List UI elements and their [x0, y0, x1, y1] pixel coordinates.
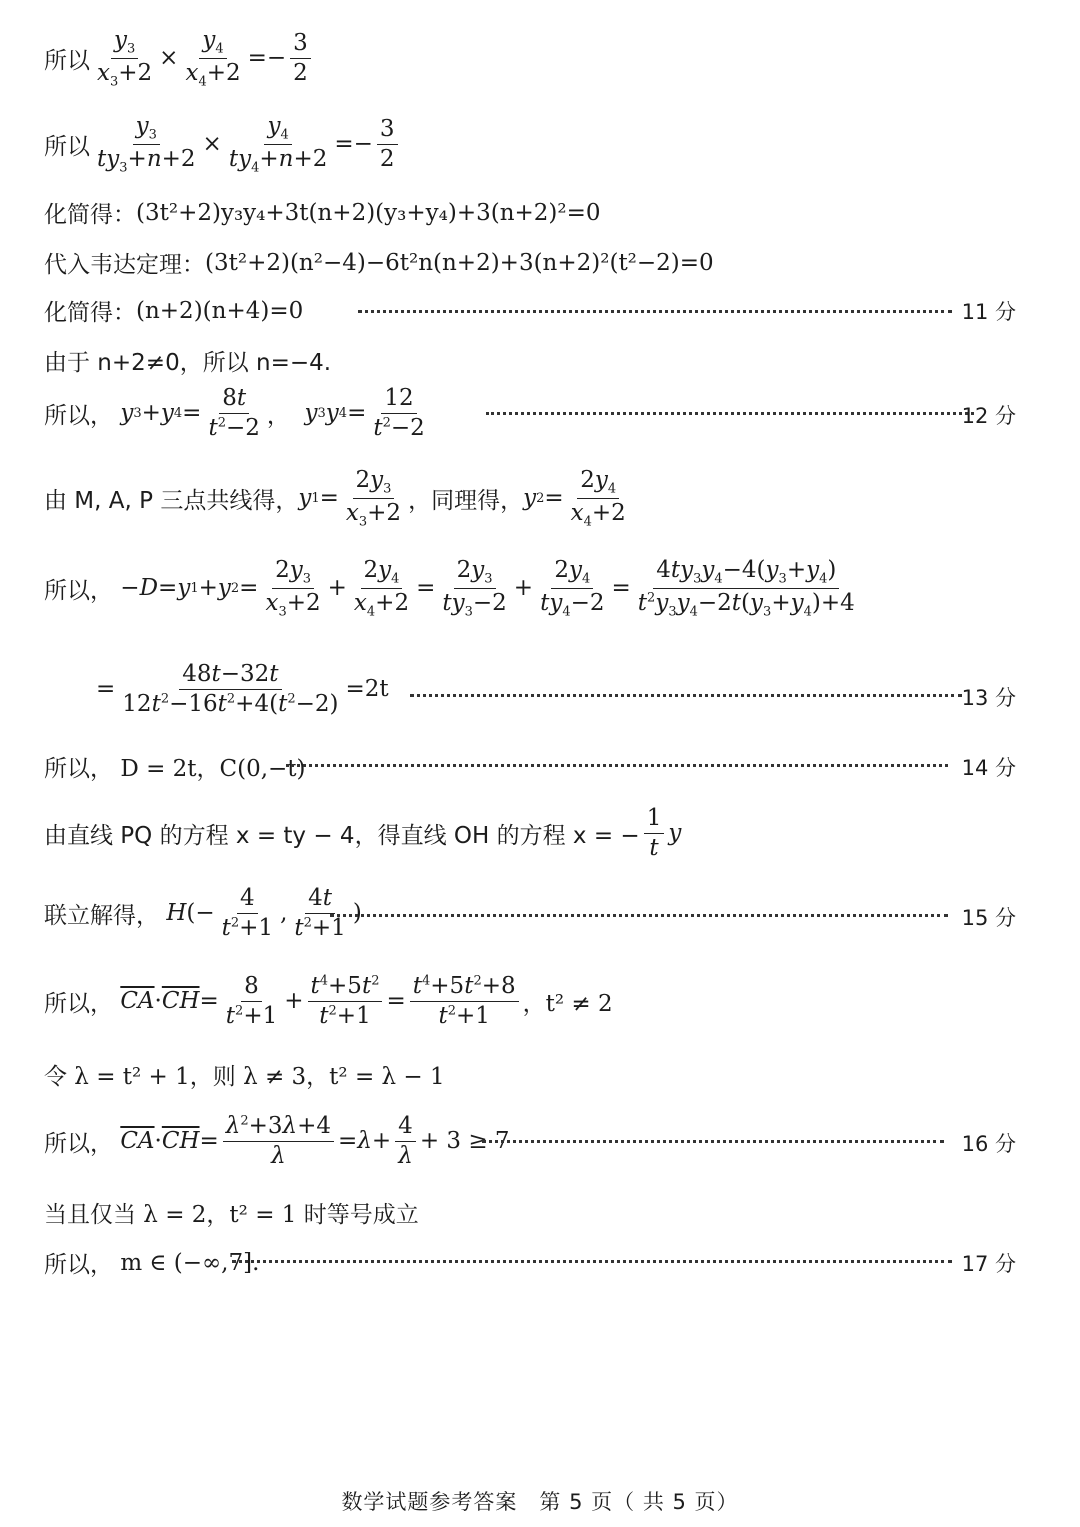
line-prefix: 所以 [44, 133, 90, 160]
eq-sum-product: 所以， y 3 + y 4 = $\frac{8t}{t^2-2}$ ， y 3 y 4 = $\frac{12}{t^2-2}$ [44, 385, 425, 441]
equation: (n+2)(n+4)=0 [136, 297, 304, 324]
line-prefix: 由 M, A, P 三点共线得， [44, 487, 299, 514]
result: =2t [345, 676, 389, 703]
eq-dot-product: 所以， $\overline{CA}$ · $\overline{CH}$ = $\frac{8}{t^2+1}$ + $\frac{t^4+5t^2}{t^2+1}$ = $\frac{t^4+5t^2+8}{t^2+1}$ ，t² ≠ 2 [44, 973, 613, 1029]
score-mark: 12 分 [961, 404, 1016, 428]
equation: (3t²+2)y₃y₄+3t(n+2)(y₃+y₄)+3(n+2)²=0 [136, 199, 601, 226]
eq-point-c [44, 750, 306, 783]
line-prefix: 化简得： [44, 202, 136, 228]
eq-d-expansion: 所以， − D = y 1 + y 2 = $\frac{2y_3}{x_3+2}$ + $\frac{2y_4}{x_4+2}$ = $\frac{2y_3}{ty_3-2}$ + $\frac{2y_4}{ty_4-2}$ = $\frac{4ty_3y_4-4(y_3+y_4)}{t^2y_3y_4-2t(y_3+y_4)+4}$ [44, 557, 855, 620]
leader-dots [482, 1140, 944, 1143]
eq-point-h: 联立解得， H (− $\frac{4}{t^2+1}$ , $\frac{4t}{t^2+1}$ ) [44, 885, 362, 941]
eq-collinear: 由 M, A, P 三点共线得， y 1 = $\frac{2y_3}{x_3+2}$ ，同理得， y 2 = $\frac{2y_4}{x_4+2}$ [44, 467, 626, 530]
equation: D = 2t，C(0,−t) [120, 756, 306, 782]
line-prefix: 联立解得， [44, 902, 159, 929]
eq-final [44, 1246, 259, 1279]
line-prefix: 所以， [44, 402, 113, 429]
eq-slope-product-2: 所以 $\frac{y_3}{ty_3+n+2}$ × $\frac{y_4}{ty_4+n+2}$ =− $\frac{3}{2}$ [44, 112, 402, 177]
score-mark: 17 分 [961, 1252, 1016, 1276]
score-mark: 13 分 [961, 686, 1016, 710]
leader-dots [286, 764, 948, 767]
page-footer: 数学试题参考答案 第 5 页（ 共 5 页） [341, 1490, 739, 1514]
equation: m ∈ (−∞,7]. [120, 1249, 260, 1276]
text-line: 当且仅当 λ = 2，t² = 1 时等号成立 [44, 1202, 419, 1228]
text-line: 令 λ = t² + 1，则 λ ≠ 3，t² = λ − 1 [44, 1064, 445, 1090]
eq-slope-product-1: 所以 $\frac{y_3}{x_3+2}$ × $\frac{y_4}{x_4+2}$ =− $\frac{3}{2}$ [44, 26, 315, 91]
leader-dots [330, 914, 948, 917]
line-prefix: 由直线 PQ 的方程 x = ty − 4，得直线 OH 的方程 x = − [44, 822, 640, 849]
leader-dots [410, 694, 962, 697]
text-line: 由于 n+2≠0，所以 n=−4. [44, 350, 332, 376]
line-prefix: 所以， [44, 756, 113, 782]
eq-vieta [44, 246, 714, 279]
eq-d-result: = $\frac{48t-32t}{12t^2-16t^2+4(t^2-2)}$ =2t [96, 661, 389, 717]
leader-dots [358, 310, 952, 313]
result: + 3 ≥ 7 [419, 1128, 510, 1155]
equation: (3t²+2)(n²−4)−6t²n(n+2)+3(n+2)²(t²−2)=0 [205, 249, 714, 276]
line-prefix: 所以， [44, 1252, 113, 1278]
line-prefix: 代入韦达定理： [44, 252, 205, 278]
leader-dots [486, 412, 974, 415]
eq-line-oh: 由直线 PQ 的方程 x = ty − 4，得直线 OH 的方程 x = − $\frac{1}{t}$ y [44, 805, 682, 861]
line-prefix: 所以 [44, 47, 90, 74]
line-prefix: 所以， [44, 990, 113, 1017]
score-mark: 11 分 [961, 300, 1016, 324]
score-mark: 14 分 [961, 756, 1016, 780]
eq-simplify-2 [44, 294, 303, 327]
eq-lambda: 所以， $\overline{CA}$ · $\overline{CH}$ = $\frac{\lambda^2+3\lambda+4}{\lambda}$ = λ + $\frac{4}{\lambda}$ + 3 ≥ 7 [44, 1113, 510, 1169]
score-mark: 16 分 [961, 1132, 1016, 1156]
score-mark: 15 分 [961, 906, 1016, 930]
condition: ，t² ≠ 2 [522, 990, 613, 1017]
leader-dots [232, 1260, 952, 1263]
line-prefix: 化简得： [44, 300, 136, 326]
line-mid: ，同理得， [408, 487, 524, 514]
line-prefix: 所以， [44, 577, 113, 604]
eq-simplify-1 [44, 196, 601, 229]
line-prefix: 所以， [44, 1130, 113, 1157]
